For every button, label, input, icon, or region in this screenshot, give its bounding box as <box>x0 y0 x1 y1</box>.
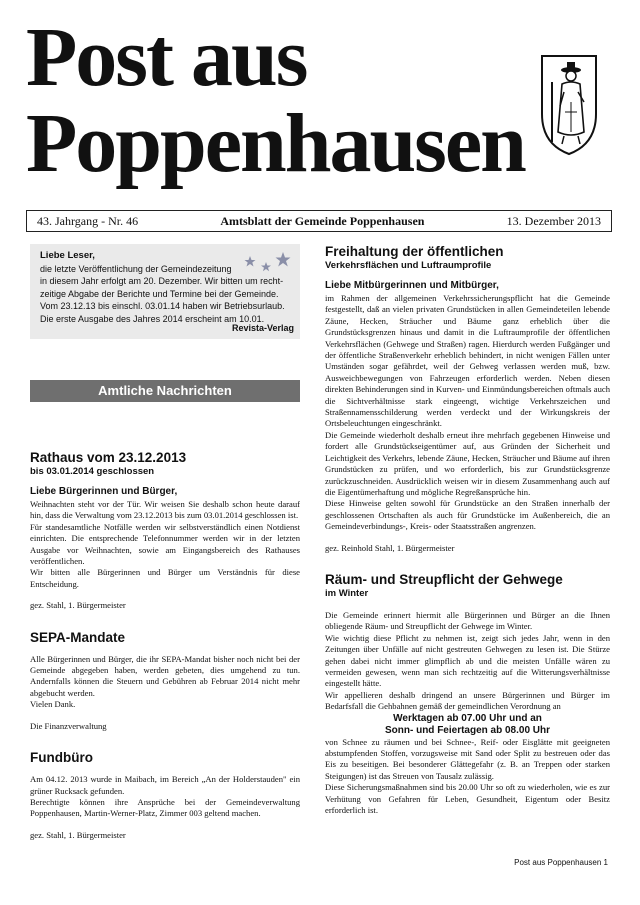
sepa-signature: Die Finanzverwaltung <box>30 720 107 731</box>
notice-signature: Revista-Verlag <box>231 323 294 334</box>
notice-line: zeitige Abgabe der Berichte und Termine bei der Gemeinde. <box>40 288 279 299</box>
notice-line: Die erste Ausgabe des Jahres 2014 erscheint am 10.01. <box>40 313 265 324</box>
masthead-line1: Post aus <box>26 11 307 104</box>
rathaus-paragraph: Für standesamtliche Notfälle werden wir selbstverständlich einen Notdienst einrichten. Die entsprechende Telefonnummer werden wir in der letzten Ausgabe vor Weihnachten, sowie am Eingangsbereich des Rathauses veröffentlichen. <box>30 521 300 567</box>
freihaltung-salutation: Liebe Mitbürgerinnen und Mitbürger, <box>325 280 499 291</box>
rathaus-paragraph: Wir bitten alle Bürgerinnen und Bürger um Verständnis für diese Entscheidung. <box>30 567 300 589</box>
raeum-paragraph: von Schnee zu räumen und bei Schnee-, Reif- oder Eisglätte mit geeigneten abstumpfenden Stoffen, vorzugsweise mit Sand oder Split zu bestreuen oder das Eis zu beseitigen. Bei besonderer Glättegefahr (z. B. an Treppen oder starken Steigungen) ist das Streuen von Tausalz zulässig. <box>325 736 610 781</box>
section-banner: Amtliche Nachrichten <box>30 380 300 402</box>
raeum-times-holidays: Sonn- und Feiertagen ab 08.00 Uhr <box>384 724 551 736</box>
issue-info-bar <box>26 210 612 232</box>
fundbuero-paragraph: Am 04.12. 2013 wurde in Maibach, im Bereich „An der Holderstauden" ein grüner Rucksack gefunden. <box>30 774 300 796</box>
notice-greeting: Liebe Leser, <box>40 250 95 261</box>
raeum-title: Räum- und Streupflicht der Gehwege <box>325 571 563 587</box>
fundbuero-paragraph: Berechtigte können ihre Ansprüche bei der Gemeindeverwaltung Poppenhausen, Martin-Werner-Platz, Zimmer 003 geltend machen. <box>30 796 300 819</box>
masthead-line2: Poppenhausen <box>26 97 525 190</box>
issue-date: 13. Dezember 2013 <box>506 213 601 228</box>
rathaus-salutation: Liebe Bürgerinnen und Bürger, <box>30 486 178 497</box>
left-column <box>30 244 300 841</box>
crest-monk-icon <box>538 52 600 156</box>
freihaltung-paragraph: Diese Hinweise gelten sowohl für Grundstücke an den Straßen innerhalb der geschlossenen Ortschaften als auch für Grundstücke im Außenbereich, die an Gemeindeverbindungs-, Kreis- oder Staatsstraßen angrenzen. <box>325 498 610 532</box>
issue-number: 43. Jahrgang - Nr. 46 <box>37 213 139 228</box>
freihaltung-paragraph: im Rahmen der allgemeinen Verkehrssicherungspflicht hat die Gemeinde festgestellt, daß an vielen privaten Grundstücken in allen Gemeindeteilen lebende Zäune, Hecken, Sträucher und Bäume ganz erheblich über die Grundstücksgrenzen hinaus und damit in die Luftraumprofile der öffentlichen Verkehrsflächen (Gehwege und Straßen) ragen. Hierdurch werden Fußgänger und der öffentliche Straßenverkehr erheblich behindert, in nicht wenigen Fällen unter Umständen sogar gefährdet, weil der Gehweg verlassen werden muß, bzw. Ausweichbewegungen von Fahrzeugen erforderlich werden. Neben diesen direkten Behinderungen sind in Kurven- und Einmündungsbereichen oftmals auch die Sichtverhältnisse stark eingeengt, wichtige Verkehrszeichen und Straßennamensschilderung werden verdeckt und der Wirkungskreis der Ortsbeleuchtungen eingeschränkt. <box>325 293 610 429</box>
sepa-paragraph: Alle Bürgerinnen und Bürger, die ihr SEPA-Mandat bisher noch nicht bei der Gemeinde abgegeben haben, werden gebeten, dies umgehend zu tun. Andernfalls können die Steuern und Gebühren ab Februar 2014 nicht mehr abgebucht werden. <box>30 653 300 698</box>
right-column <box>325 244 610 816</box>
rathaus-paragraph: Weihnachten steht vor der Tür. Wir weisen Sie deshalb schon heute darauf hin, dass die Verwaltung vom 23.12.2013 bis zum 03.01.2014 geschlossen ist. <box>30 499 300 521</box>
fundbuero-signature: gez. Stahl, 1. Bürgermeister <box>30 829 126 840</box>
notice-line: in diesem Jahr erfolgt am 20. Dezember. Wir bitten um recht- <box>40 276 284 287</box>
reader-notice-box <box>30 244 300 339</box>
rathaus-signature: gez. Stahl, 1. Bürgermeister <box>30 600 126 611</box>
raeum-subtitle: im Winter <box>325 587 369 599</box>
freihaltung-signature: gez. Reinhold Stahl, 1. Bürgermeister <box>325 542 455 553</box>
raeum-paragraph: Wir appellieren deshalb dringend an unsere Bürgerinnen und Bürger im Bedarfsfall die Gehbahnen gemäß der gemeindlichen Verordnung an <box>325 689 610 712</box>
fundbuero-title: Fundbüro <box>30 750 93 766</box>
publication-title: Amtsblatt der Gemeinde Poppenhausen <box>220 213 425 228</box>
page-footer: Post aus Poppenhausen 1 <box>514 858 608 867</box>
raeum-paragraph: Diese Sicherungsmaßnahmen sind bis 20.00 Uhr so oft zu wiederholen, wie es zur Verhütung von Gefahren für Leben, Gesundheit, Eigentum oder Besitz erforderlich ist. <box>325 782 610 816</box>
sepa-title: SEPA-Mandate <box>30 629 126 645</box>
sepa-paragraph: Vielen Dank. <box>30 699 76 710</box>
rathaus-title: Rathaus vom 23.12.2013 <box>30 450 187 465</box>
notice-line: die letzte Veröffentlichung der Gemeindezeitung <box>40 263 232 274</box>
freihaltung-title: Freihaltung der öffentlichen <box>325 244 504 259</box>
raeum-paragraph: Die Gemeinde erinnert hiermit alle Bürgerinnen und Bürger an die Ihnen obliegende Räum- und Streupflicht der Gehwege im Winter. <box>325 609 610 632</box>
stars-icon <box>238 250 294 274</box>
raeum-times-weekdays: Werktagen ab 07.00 Uhr und an <box>393 712 542 724</box>
freihaltung-subtitle: Verkehrsflächen und Luftraumprofile <box>325 260 492 271</box>
raeum-paragraph: Wie wichtig diese Pflicht zu nehmen ist, zeigt sich jedes Jahr, wenn in den Zeitungen über Unfälle auf nicht gestreuten Gehwegen zu lesen ist. Die Stürze gehen dabei nicht immer glimpflich ab und die meisten Unfälle wären zu vermeiden gewesen, wenn man sich rechtzeitig auf die Witterungsverhältnisse eingestellt hätte. <box>325 632 610 689</box>
notice-line: Vom 23.12.13 bis einschl. 03.01.14 haben wir Betriebsurlaub. <box>40 301 285 312</box>
rathaus-subtitle: bis 03.01.2014 geschlossen <box>30 466 155 477</box>
freihaltung-paragraph: Die Gemeinde wiederholt deshalb erneut ihre mehrfach gegebenen Hinweise und fordert alle Grundstückseigentümer auf, aus Gründen der Sicherheit und Leichtigkeit des Verkehrs, lebende Zäune, Hecken, Sträucher und Bäume auf ihren Grundstücken zu prüfen, und wo erforderlich, bis zur Grundstücksgrenze zurückzuschneiden. Ausdrücklich weisen wir in diesem Zusammenhang auch auf die Eigentümerhaftung und mögliche Regreßansprüche hin. <box>325 429 610 497</box>
